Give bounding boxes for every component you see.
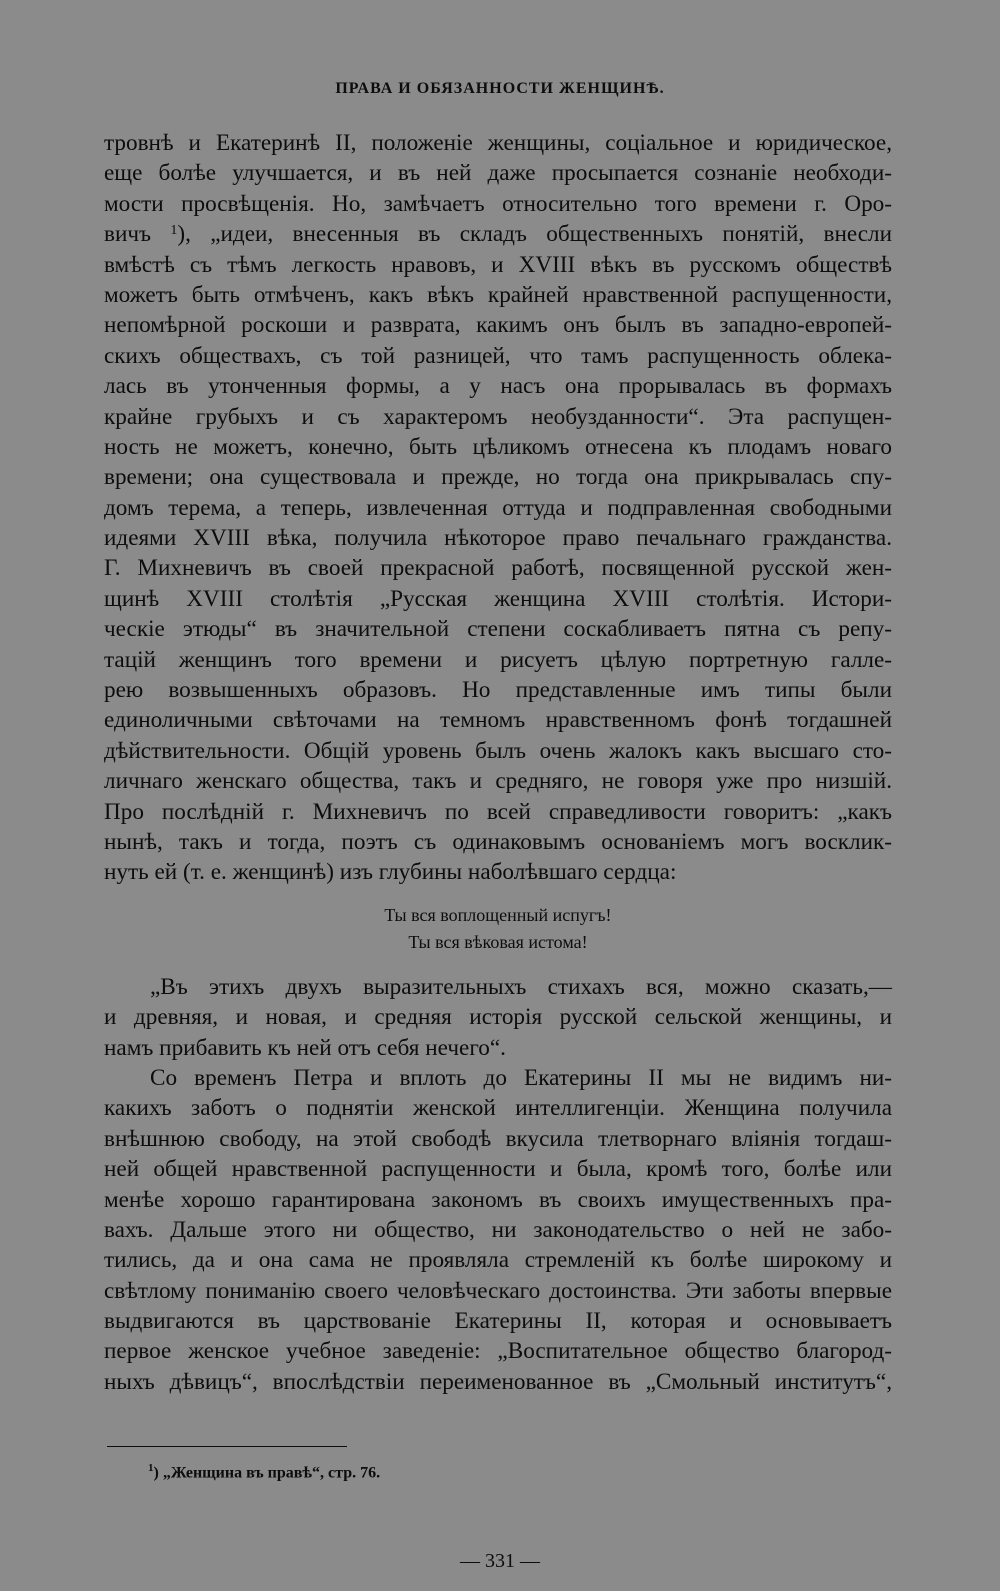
text-line: намъ прибавить къ ней отъ себя нечего“. bbox=[104, 1034, 506, 1061]
text-line: внѣшнюю свободу, на этой свободѣ вкусила тлетворнаго вліянія тогдаш- bbox=[104, 1125, 892, 1152]
footnote-marker: 1 bbox=[148, 1462, 154, 1474]
verse-quote bbox=[104, 902, 892, 956]
text-line: личнаго женскаго общества, такъ и средняго, не говоря уже про низшій. bbox=[104, 768, 892, 795]
text-line: выдвигаются въ царствованіе Екатерины II, которая и основываетъ bbox=[104, 1308, 892, 1335]
text-line: Г. Михневичъ въ своей прекрасной работѣ, посвященной русской жен- bbox=[104, 555, 892, 582]
text-line bbox=[104, 219, 892, 249]
text-line: менѣе хорошо гарантирована закономъ въ своихъ имущественныхъ пра- bbox=[104, 1186, 892, 1213]
text-line: ность не можетъ, конечно, быть цѣликомъ отнесена къ плодамъ новаго bbox=[104, 433, 892, 460]
text-line-rest: ), „идеи, внесенныя въ складъ общественныхъ понятій, внесли bbox=[177, 221, 893, 248]
text-line: свѣтлому пониманію своего человѣческаго достоинства. Эти заботы впервые bbox=[104, 1277, 892, 1304]
text-line: скихъ обществахъ, съ той разницей, что тамъ распущенность облека- bbox=[104, 342, 892, 369]
text-line: дѣйствительности. Общій уровень былъ очень жалокъ какъ высшаго сто- bbox=[104, 737, 892, 764]
text-line: времени; она существовала и прежде, но тогда она прикрывалась спу- bbox=[104, 464, 892, 491]
paragraph-1 bbox=[104, 128, 892, 888]
footnote bbox=[148, 1462, 380, 1482]
text-line: какихъ заботъ о поднятіи женской интеллигенціи. Женщина получила bbox=[104, 1095, 892, 1122]
text-line: нынѣ, такъ и тогда, поэтъ съ одинаковымъ основаніемъ могъ восклик- bbox=[104, 828, 892, 855]
text-line: крайне грубыхъ и съ характеромъ необузданности“. Эта распущен- bbox=[104, 403, 892, 430]
text-line: Со временъ Петра и вплоть до Екатерины II мы не видимъ ни- bbox=[150, 1064, 892, 1091]
text-line: щинѣ XVIII столѣтія „Русская женщина XVIII столѣтія. Истори- bbox=[104, 585, 892, 612]
text-line: рею возвышенныхъ образовъ. Но представленные имъ типы были bbox=[104, 677, 892, 704]
text-line: еще болѣе улучшается, и въ ней даже просыпается сознаніе необходи- bbox=[104, 160, 892, 187]
page-number: — 331 — bbox=[460, 1550, 540, 1572]
text-line: идеями XVIII вѣка, получила нѣкоторое право печальнаго гражданства. bbox=[104, 525, 892, 552]
main-text bbox=[104, 128, 892, 1397]
verse-line: Ты вся воплощенный испугъ! bbox=[384, 904, 612, 925]
text-line: ныхъ дѣвицъ“, впослѣдствіи переименованное въ „Смольный институтъ“, bbox=[104, 1368, 892, 1395]
footnote-text: ) „Женщина въ правѣ“, стр. 76. bbox=[153, 1464, 381, 1482]
footnote-ref: 1 bbox=[170, 223, 178, 239]
verse-line: Ты вся вѣковая истома! bbox=[408, 931, 588, 952]
text-line: нуть ей (т. е. женщинѣ) изъ глубины наболѣвшаго сердца: bbox=[104, 859, 677, 886]
paragraph-2 bbox=[104, 972, 892, 1063]
text-line: первое женское учебное заведеніе: „Воспитательное общество благород- bbox=[104, 1338, 892, 1365]
text-line: и древняя, и новая, и средняя исторія русской сельской женщины, и bbox=[104, 1004, 892, 1031]
text-line: тацій женщинъ того времени и рисуетъ цѣлую портретную галле- bbox=[104, 646, 892, 673]
text-line: можетъ быть отмѣченъ, какъ вѣкъ крайней нравственной распущенности, bbox=[104, 281, 892, 308]
text-line: ческіе этюды“ въ значительной степени соскабливаетъ пятна съ репу- bbox=[104, 616, 892, 643]
text-line: „Въ этихъ двухъ выразительныхъ стихахъ вся, можно сказать,— bbox=[150, 973, 892, 1000]
text-line: тились, да и она сама не проявляла стремленій къ болѣе широкому и bbox=[104, 1247, 892, 1274]
text-line: тровнѣ и Екатеринѣ II, положеніе женщины, соціальное и юридическое, bbox=[104, 130, 892, 156]
paragraph-3 bbox=[104, 1063, 892, 1397]
text-line: домъ терема, а теперь, извлеченная оттуда и подправленная свободными bbox=[104, 494, 892, 521]
text-line: вахъ. Дальше этого ни общество, ни законодательство о ней не забо- bbox=[104, 1216, 892, 1243]
text-line: Про послѣдній г. Михневичъ по всей справедливости говоритъ: „какъ bbox=[104, 798, 892, 825]
running-header: ПРАВА И ОБЯЗАННОСТИ ЖЕНЩИНѢ. bbox=[335, 80, 665, 97]
text-line: вмѣстѣ съ тѣмъ легкость нравовъ, и XVIII вѣкъ въ русскомъ обществѣ bbox=[104, 251, 892, 278]
text-line: непомѣрной роскоши и разврата, какимъ онъ былъ въ западно-европей- bbox=[104, 312, 892, 339]
text-line: мости просвѣщенія. Но, замѣчаетъ относительно того времени г. Оро- bbox=[104, 190, 892, 217]
text-line-start: вичъ bbox=[104, 221, 152, 248]
text-line: единоличными свѣточами на темномъ нравственномъ фонѣ тогдашней bbox=[104, 707, 892, 734]
text-line: ней общей нравственной распущенности и была, кромѣ того, болѣе или bbox=[104, 1156, 892, 1183]
text-line: лась въ утонченныя формы, а у насъ она прорывалась въ формахъ bbox=[104, 373, 892, 400]
footnote-rule bbox=[107, 1446, 347, 1447]
